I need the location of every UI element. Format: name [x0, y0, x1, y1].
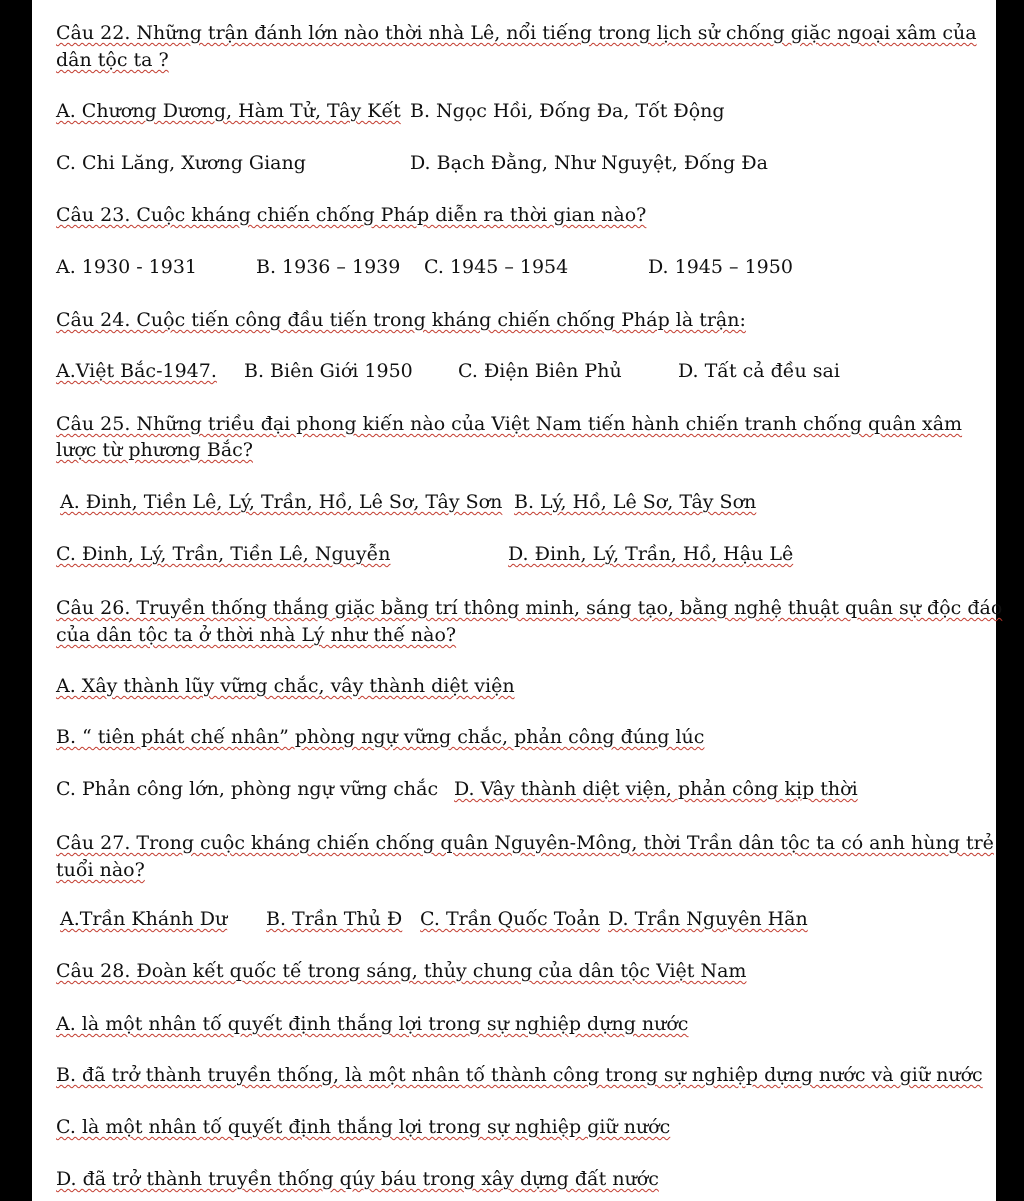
q23-option-d: D. 1945 – 1950	[648, 256, 793, 278]
q26-option-b: B. “ tiên phát chế nhân” phòng ngự vững chắc, phản công đúng lúc	[56, 726, 705, 748]
q24-stem: Câu 24. Cuộc tiến công đầu tiến trong kháng chiến chống Pháp là trận:	[56, 309, 746, 331]
document-page	[32, 0, 1003, 1201]
left-dark-margin	[0, 0, 32, 1201]
q24-option-a: A.Việt Bắc-1947.	[56, 360, 217, 382]
q22-option-d: D. Bạch Đằng, Như Nguyệt, Đống Đa	[410, 152, 768, 174]
q26-stem-line2: của dân tộc ta ở thời nhà Lý như thế nào?	[56, 624, 457, 646]
q28-option-d: D. đã trở thành truyền thống qúy báu trong xây dựng đất nước	[56, 1168, 659, 1190]
q22-option-a: A. Chương Dương, Hàm Tử, Tây Kết	[56, 100, 401, 122]
q23-option-c: C. 1945 – 1954	[424, 256, 569, 278]
q26-option-c: C. Phản công lớn, phòng ngự vững chắc	[56, 778, 439, 800]
q24-option-b: B. Biên Giới 1950	[244, 360, 413, 382]
q27-option-b: B. Trần Thủ Đ	[266, 908, 403, 930]
q28-option-a: A. là một nhân tố quyết định thắng lợi trong sự nghiệp dựng nước	[56, 1013, 689, 1035]
q27-option-d: D. Trần Nguyên Hãn	[608, 908, 808, 930]
q25-option-b: B. Lý, Hồ, Lê Sơ, Tây Sơn	[514, 491, 757, 513]
q28-option-b: B. đã trở thành truyền thống, là một nhân tố thành công trong sự nghiệp dựng nước và giữ nước	[56, 1064, 983, 1086]
q25-stem-line2: lược từ phương Bắc?	[56, 439, 253, 461]
q28-stem: Câu 28. Đoàn kết quốc tế trong sáng, thủy chung của dân tộc Việt Nam	[56, 960, 747, 982]
q25-stem-line1: Câu 25. Những triều đại phong kiến nào của Việt Nam tiến hành chiến tranh chống quân xâm	[56, 413, 963, 435]
q23-option-a: A. 1930 - 1931	[56, 256, 198, 278]
q27-option-c: C. Trần Quốc Toản	[420, 908, 600, 930]
q24-option-d: D. Tất cả đều sai	[678, 360, 840, 382]
q27-stem-line2: tuổi nào?	[56, 859, 145, 881]
q24-option-c: C. Điện Biên Phủ	[458, 360, 622, 382]
q27-option-a: A.Trần Khánh Dư	[60, 908, 228, 930]
q22-option-b: B. Ngọc Hồi, Đống Đa, Tốt Động	[410, 100, 725, 122]
q23-stem: Câu 23. Cuộc kháng chiến chống Pháp diễn ra thời gian nào?	[56, 204, 647, 226]
q28-option-c: C. là một nhân tố quyết định thắng lợi trong sự nghiệp giữ nước	[56, 1116, 671, 1138]
q25-option-c: C. Đinh, Lý, Trần, Tiền Lê, Nguyễn	[56, 543, 391, 565]
q26-option-a: A. Xây thành lũy vững chắc, vây thành diệt viện	[56, 675, 515, 697]
q25-option-a: A. Đinh, Tiền Lê, Lý, Trần, Hồ, Lê Sơ, Tây Sơn	[60, 491, 503, 513]
q23-option-b: B. 1936 – 1939	[256, 256, 401, 278]
q26-option-d: D. Vây thành diệt viện, phản công kịp thời	[454, 778, 858, 800]
q25-option-d: D. Đinh, Lý, Trần, Hồ, Hậu Lê	[508, 543, 794, 565]
q22-stem-line2: dân tộc ta ?	[56, 49, 169, 71]
q26-stem-line1: Câu 26. Truyền thống thắng giặc bằng trí thông minh, sáng tạo, bằng nghệ thuật quân sự độc đáo	[56, 597, 1003, 619]
q27-stem-line1: Câu 27. Trong cuộc kháng chiến chống quân Nguyên-Mông, thời Trần dân tộc ta có anh hùng trẻ	[56, 832, 994, 854]
q22-stem-line1: Câu 22. Những trận đánh lớn nào thời nhà Lê, nổi tiếng trong lịch sử chống giặc ngoại xâm của	[56, 22, 977, 44]
q22-option-c: C. Chi Lăng, Xương Giang	[56, 152, 306, 174]
